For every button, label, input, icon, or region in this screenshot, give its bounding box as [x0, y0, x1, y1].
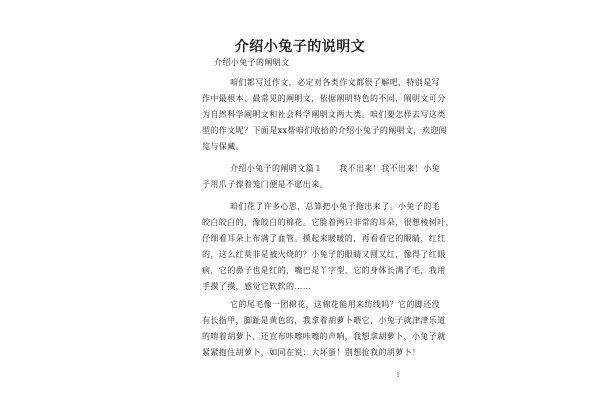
- paragraph-line: 有长指甲，脚趾是黄色的，我拿着胡萝卜喂它，小兔子就津津乐道: [202, 316, 446, 325]
- paragraph-line: 它的尾毛像一团棉花，这棉花能用来纺线吗？它的脚还没: [230, 300, 440, 309]
- page-number: 1: [396, 372, 400, 379]
- paragraph-line: 览与保藏。: [202, 142, 244, 151]
- document-subtitle: 介绍小兔子的阐明文: [214, 58, 290, 67]
- paragraph-line: 的啃着胡萝卜，还宣布咔嚓咔嚓的声响，我想拿胡萝卜，小兔子就: [202, 332, 446, 341]
- paragraph-line: 作中最根本、最常见的阐明文，依据阐明特色的不同，阐明文可分: [202, 94, 446, 103]
- paragraph-line: 手摸了摸，感觉它软软的……: [202, 282, 312, 291]
- paragraph-line: 为自然科学阐明文和社会科学阐明文两大类。咱们要怎样去写这类: [202, 110, 446, 119]
- paragraph-line: 咱们都写过作文，必定对各类作文都很了解吧，特别是写: [230, 78, 440, 87]
- paragraph-line: 的，这么红莫非是被火烧的？小兔子的眼睛又圆又红，像得了红眼: [202, 250, 446, 259]
- paragraph-line: 介绍小兔子的阐明文篇１ 我不出来！我不出来！小兔: [230, 164, 440, 173]
- paragraph-line: 咱们花了许多心思，总算把小兔子拖出来了。小兔子的毛: [230, 202, 440, 211]
- paragraph-line: 病，它的鼻子也是红的，嘴巴是丫字型，它的身体长满了毛，我用: [202, 266, 446, 275]
- paragraph-line: 仔细看耳朵上布满了血管。摸起来暖暖的，再看看它的眼睛，红红: [202, 234, 446, 243]
- document-title: 介绍小兔子的说明文: [234, 39, 366, 55]
- paragraph-line: 皎白皎白的，像皎白的棉花。它脸着两只非常的耳朵，很想棱树叶，: [202, 218, 454, 227]
- paragraph-line: 子用爪子撑着笼门便是不愿出来。: [202, 180, 328, 189]
- paragraph-line: 型的作文呢？下面是xx帮咱们收拾的介绍小兔子的阐明文，欢迎阅: [202, 126, 448, 135]
- paragraph-line: 紧紧抱住胡萝卜，如同在说：大坏蛋！别想抢我的胡萝卜！: [202, 348, 421, 357]
